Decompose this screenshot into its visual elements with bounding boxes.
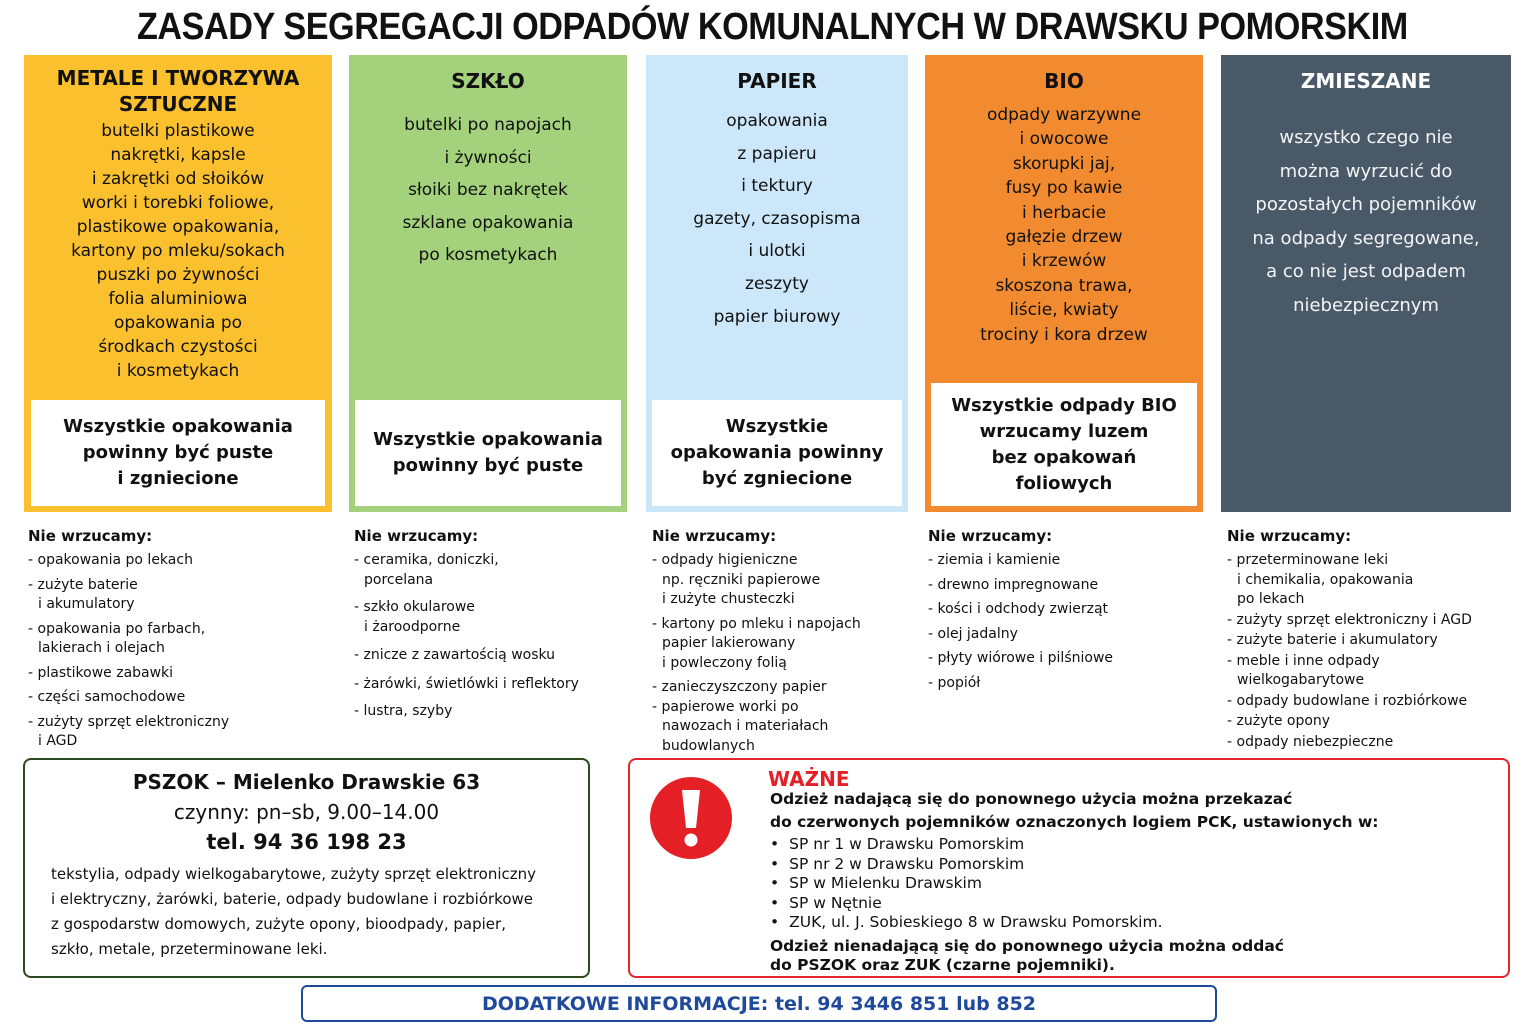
list-item: zeszyty	[745, 273, 809, 294]
list-item: fusy po kawie	[1005, 178, 1123, 199]
list-item: - znicze z zawartością wosku	[354, 647, 556, 663]
list-item: - szkło okularowe	[354, 599, 475, 615]
list-item: odpady warzywne	[986, 105, 1142, 125]
list-item: • SP w Mielenku Drawskim	[770, 874, 1490, 894]
list-item: i zakrętki od słoików	[91, 169, 265, 189]
list-item: środkach czystości	[98, 337, 258, 357]
list-item: i żywności	[444, 147, 532, 168]
important-notice-box	[628, 758, 1510, 978]
bin-bio	[925, 55, 1203, 512]
list-item: z papieru	[737, 143, 817, 164]
bin-items	[925, 103, 1203, 347]
bin-items	[24, 119, 332, 383]
bin-items	[1221, 121, 1511, 323]
pck-locations-list	[770, 835, 1490, 933]
list-item: niebezpiecznym	[1293, 294, 1439, 316]
not-allowed-szklo: Nie wrzucamy: - ceramika, doniczki, porcelana - szkło okularowe i żaroodporne - znicze z zawartością wosku - żarówki, świetlówki i reflektory - lustra, szyby	[354, 527, 624, 727]
additional-info-bar: DODATKOWE INFORMACJE: tel. 94 3446 851 lub 852	[301, 985, 1217, 1022]
list-item: worki i torebki foliowe,	[81, 193, 275, 213]
list-item: - części samochodowe	[28, 689, 186, 705]
list-item: i krzewów	[1021, 251, 1107, 272]
list-item: - zużyte opony	[1227, 713, 1331, 729]
list-item: - zużyty sprzęt elektroniczny	[28, 713, 230, 730]
bin-items	[646, 105, 908, 333]
list-item: - zużyte baterie i akumulatory	[1227, 632, 1438, 648]
list-item: - papierowe worki po	[652, 698, 799, 715]
pszok-info-box	[23, 758, 590, 978]
list-item: gazety, czasopisma	[693, 208, 861, 229]
list-item: po lekach	[1237, 591, 1305, 607]
list-item: papier biurowy	[713, 306, 841, 327]
pszok-phone: tel. 94 36 198 23	[206, 830, 407, 854]
list-item: - płyty wiórowe i pilśniowe	[928, 650, 1114, 666]
list-item: - plastikowe zabawki	[28, 664, 174, 681]
bin-note: Wszystkie opakowania powinny być puste i zgniecione	[31, 400, 325, 506]
list-item: plastikowe opakowania,	[76, 217, 280, 237]
list-item: lakierach i olejach	[38, 640, 165, 656]
list-item: - olej jadalny	[928, 625, 1018, 642]
list-item: - zużyty sprzęt elektroniczny i AGD	[1227, 611, 1472, 628]
list-item: - przeterminowane leki	[1227, 552, 1389, 568]
bin-papier	[646, 55, 908, 512]
list-item: skoszona trawa,	[995, 275, 1133, 296]
list-item: budowlanych	[662, 737, 755, 754]
list-item: • SP nr 1 w Drawsku Pomorskim	[770, 835, 1490, 855]
list-item: słoiki bez nakrętek	[408, 180, 568, 200]
list-item: i ulotki	[748, 241, 806, 262]
bin-szklo	[349, 55, 627, 512]
list-item: opakowania	[726, 111, 828, 131]
list-item: - opakowania po farbach,	[28, 620, 206, 637]
bin-zmieszane	[1221, 55, 1511, 512]
list-item: opakowania po	[113, 313, 243, 333]
list-item: i akumulatory	[38, 596, 135, 612]
list-item: - kości i odchody zwierząt	[928, 601, 1109, 617]
list-item: - ceramika, doniczki,	[354, 552, 499, 568]
pszok-description: tekstylia, odpady wielkogabarytowe, zużyty sprzęt elektroniczny i elektryczny, żarówki, baterie, odpady budowlane i rozbiórkowe z gospodarstw domowych, zużyte opony, bioodpady, papier, szkło, metale, przeterminowane leki.	[51, 865, 537, 958]
list-item: a co nie jest odpadem	[1266, 261, 1466, 283]
list-item: wielkogabarytowe	[1237, 672, 1365, 688]
list-item: i zużyte chusteczki	[662, 591, 795, 607]
bin-note: Wszystkie opakowania powinny być puste	[355, 400, 621, 506]
list-item: kartony po mleku/sokach	[71, 241, 285, 261]
bin-note: Wszystkie odpady BIO wrzucamy luzem bez opakowań foliowych	[931, 383, 1197, 506]
list-item: butelki plastikowe	[101, 121, 255, 141]
not-allowed-metale: Nie wrzucamy: - opakowania po lekach - zużyte baterie i akumulatory - opakowania po farbach, lakierach i olejach - plastikowe zabawki - części samochodowe - zużyty sprzęt elektroniczny i AGD	[28, 527, 328, 757]
bin-title: BIO	[1044, 69, 1084, 93]
list-item: porcelana	[364, 571, 434, 588]
list-item: i kosmetykach	[116, 361, 240, 381]
pszok-title: PSZOK – Mielenko Drawskie 63	[132, 770, 481, 794]
list-item: gałęzie drzew	[1005, 227, 1123, 248]
list-item: na odpady segregowane,	[1252, 227, 1480, 249]
list-item: można wyrzucić do	[1279, 160, 1453, 182]
not-allowed-papier: Nie wrzucamy: - odpady higieniczne np. ręczniki papierowe i zużyte chusteczki - kartony po mleku i napojach papier lakierowany i powleczony folią - zanieczyszczony papier - papierowe worki po nawozach i materiałach budowlanych	[652, 527, 912, 761]
not-allowed-zmieszane: Nie wrzucamy: - przeterminowane leki i chemikalia, opakowania po lekach - zużyty sprzęt elektroniczny i AGD - zużyte baterie i akumulatory - meble i inne odpady wielkogabarytowe - odpady budowlane i rozbiórkowe - zużyte opony - odpady niebezpieczne	[1227, 527, 1517, 753]
list-item: • SP w Nętnie	[770, 894, 1490, 914]
list-item: i owocowe	[1019, 129, 1109, 150]
list-item: i tektury	[741, 176, 813, 197]
list-item: i chemikalia, opakowania	[1237, 571, 1414, 588]
list-item: wszystko czego nie	[1279, 127, 1453, 148]
list-item: • SP nr 2 w Drawsku Pomorskim	[770, 855, 1490, 875]
list-item: i herbacie	[1021, 202, 1107, 223]
list-item: trociny i kora drzew	[980, 324, 1148, 345]
bin-title: PAPIER	[737, 69, 817, 93]
list-item: • ZUK, ul. J. Sobieskiego 8 w Drawsku Pomorskim.	[770, 913, 1490, 933]
list-item: i AGD	[38, 733, 78, 749]
bin-title: SZKŁO	[451, 69, 525, 93]
list-item: i powleczony folią	[662, 654, 787, 671]
list-item: - odpady budowlane i rozbiórkowe	[1227, 692, 1468, 709]
list-item: - popiół	[928, 674, 981, 691]
notice-title: WAŻNE	[768, 767, 850, 791]
bin-note: Wszystkie opakowania powinny być zgniecione	[652, 400, 902, 506]
bin-title: ZMIESZANE	[1300, 69, 1432, 93]
list-item: puszki po żywności	[96, 265, 260, 285]
page-title: ZASADY SEGREGACJI ODPADÓW KOMUNALNYCH W DRAWSKU POMORSKIM	[136, 6, 1408, 48]
bin-metale-tworzywa	[24, 55, 332, 512]
list-item: - odpady niebezpieczne	[1227, 733, 1394, 750]
pszok-hours: czynny: pn–sb, 9.00–14.00	[173, 800, 440, 824]
list-item: - zużyte baterie	[28, 576, 138, 593]
list-item: - opakowania po lekach	[28, 552, 193, 568]
list-item: - meble i inne odpady	[1227, 652, 1380, 669]
list-item: - kartony po mleku i napojach	[652, 615, 861, 632]
list-item: liście, kwiaty	[1009, 300, 1119, 321]
list-item: skorupki jaj,	[1012, 153, 1116, 174]
list-item: folia aluminiowa	[108, 289, 248, 309]
list-item: i żaroodporne	[364, 618, 461, 635]
list-item: butelki po napojach	[404, 115, 572, 135]
bin-items	[349, 109, 627, 272]
list-item: np. ręczniki papierowe	[662, 571, 821, 588]
list-item: - zanieczyszczony papier	[652, 679, 827, 695]
list-item: papier lakierowany	[662, 635, 796, 651]
list-item: - odpady higieniczne	[652, 552, 798, 568]
notice-body: Odzież nadającą się do ponownego użycia można przekazać do czerwonych pojemników oznaczonych logiem PCK, ustawionych w: • SP nr 1 w Drawsku Pomorskim • SP nr 2 w Drawsku Pomorskim • SP w Mielenku Drawskim • SP w Nętnie • ZUK, ul. J. Sobieskiego 8 w Drawsku Pomorskim. Odzież nienadającą się do ponownego użycia można oddać do PSZOK oraz ZUK (czarne pojemniki).	[770, 790, 1490, 976]
list-item: pozostałych pojemników	[1255, 194, 1477, 216]
list-item: szklane opakowania	[402, 212, 574, 233]
list-item: - żarówki, świetlówki i reflektory	[354, 675, 579, 692]
list-item: - ziemia i kamienie	[928, 552, 1061, 568]
list-item: nawozach i materiałach	[662, 718, 829, 734]
list-item: - lustra, szyby	[354, 703, 453, 719]
list-item: po kosmetykach	[418, 245, 558, 265]
list-item: nakrętki, kapsle	[110, 145, 246, 165]
exclamation-icon	[650, 777, 732, 859]
not-allowed-bio: Nie wrzucamy: - ziemia i kamienie - drewno impregnowane - kości i odchody zwierząt - olej jadalny - płyty wiórowe i pilśniowe - popiół	[928, 527, 1198, 698]
list-item: - drewno impregnowane	[928, 576, 1099, 593]
bin-title: METALE I TWORZYWA SZTUCZNE	[56, 66, 300, 116]
